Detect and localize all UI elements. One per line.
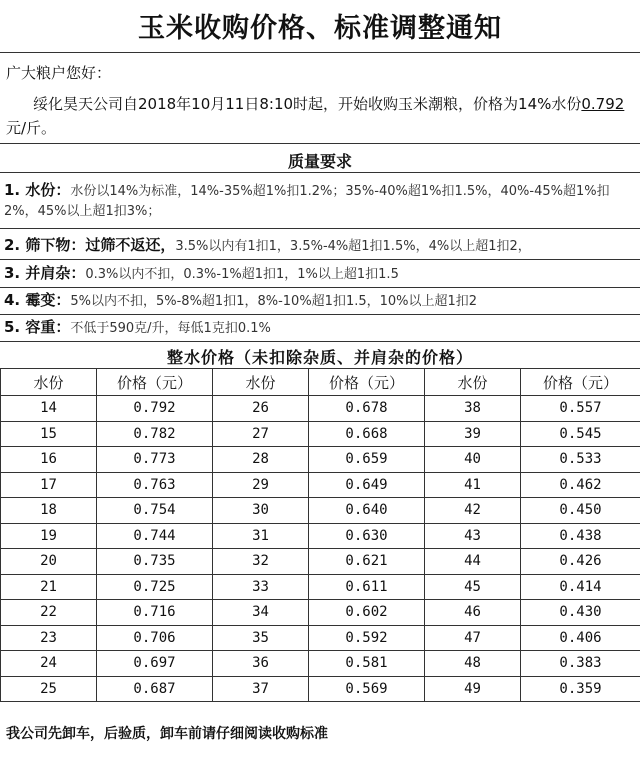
footer-note: 我公司先卸车，后验质，卸车前请仔细阅读收购标准 [6, 726, 328, 742]
moisture-cell: 41 [425, 472, 521, 498]
divider [0, 287, 640, 288]
table-row [1, 574, 640, 600]
moisture-cell: 45 [425, 574, 521, 600]
table-row [1, 523, 640, 549]
table-row [1, 676, 640, 702]
requirement-text: 水份以14%为标准，14%-35%超1%扣1.2%；35%-40%超1%扣1.5%，40%-45%超1%扣2%，45%以上超1扣3%； [4, 184, 610, 219]
table-title: 整水价格（未扣除杂质、并肩杂的价格） [166, 348, 473, 367]
table-row [1, 447, 640, 473]
moisture-cell: 23 [1, 625, 97, 651]
price-cell: 0.649 [309, 472, 425, 498]
moisture-cell: 21 [1, 574, 97, 600]
price-cell: 0.792 [97, 396, 213, 422]
table-header-row [1, 369, 640, 396]
table-row [1, 396, 640, 422]
price-cell: 0.763 [97, 472, 213, 498]
price-cell: 0.716 [97, 600, 213, 626]
moisture-cell: 25 [1, 676, 97, 702]
table-row [1, 549, 640, 575]
moisture-cell: 39 [425, 421, 521, 447]
moisture-cell: 29 [213, 472, 309, 498]
column-header: 价格（元） [309, 369, 425, 396]
price-cell: 0.450 [521, 498, 640, 524]
moisture-cell: 27 [213, 421, 309, 447]
moisture-cell: 36 [213, 651, 309, 677]
requirement-label: 3. 并肩杂： [4, 264, 86, 282]
price-cell: 0.581 [309, 651, 425, 677]
divider [0, 52, 640, 53]
moisture-cell: 34 [213, 600, 309, 626]
column-header: 价格（元） [97, 369, 213, 396]
divider [0, 172, 640, 173]
requirement-item [4, 263, 636, 285]
price-cell: 0.430 [521, 600, 640, 626]
column-header: 水份 [213, 369, 309, 396]
price-cell: 0.687 [97, 676, 213, 702]
requirement-text: 0.3%以内不扣，0.3%-1%超1扣1，1%以上超1扣1.5 [85, 267, 399, 282]
requirements-title: 质量要求 [287, 152, 352, 171]
moisture-cell: 16 [1, 447, 97, 473]
requirement-text: 5%以内不扣，5%-8%超1扣1，8%-10%超1扣1.5，10%以上超1扣2 [70, 294, 478, 309]
requirement-text: 3.5%以内有1扣1，3.5%-4%超1扣1.5%，4%以上超1扣2， [175, 239, 531, 254]
moisture-cell: 42 [425, 498, 521, 524]
price-cell: 0.438 [521, 523, 640, 549]
table-row [1, 600, 640, 626]
price-cell: 0.621 [309, 549, 425, 575]
price-cell: 0.782 [97, 421, 213, 447]
price-cell: 0.359 [521, 676, 640, 702]
intro-unit: 元/斤。 [6, 119, 57, 137]
price-cell: 0.426 [521, 549, 640, 575]
requirement-label: 5. 容重： [4, 318, 71, 336]
greeting: 广大粮户您好： [6, 64, 112, 82]
column-header: 水份 [1, 369, 97, 396]
price-cell: 0.697 [97, 651, 213, 677]
column-header: 水份 [425, 369, 521, 396]
price-cell: 0.678 [309, 396, 425, 422]
price-cell: 0.533 [521, 447, 640, 473]
price-cell: 0.744 [97, 523, 213, 549]
price-cell: 0.773 [97, 447, 213, 473]
table-row [1, 498, 640, 524]
moisture-cell: 28 [213, 447, 309, 473]
requirement-label: 2. 筛下物：过筛不返还， [4, 236, 176, 254]
moisture-cell: 17 [1, 472, 97, 498]
requirement-item [4, 235, 636, 257]
requirement-label: 4. 霉变： [4, 291, 71, 309]
moisture-cell: 30 [213, 498, 309, 524]
price-cell: 0.725 [97, 574, 213, 600]
moisture-cell: 33 [213, 574, 309, 600]
moisture-cell: 20 [1, 549, 97, 575]
requirement-item [4, 290, 636, 312]
moisture-cell: 37 [213, 676, 309, 702]
table-row [1, 421, 640, 447]
table-row [1, 625, 640, 651]
price-cell: 0.640 [309, 498, 425, 524]
price-cell: 0.602 [309, 600, 425, 626]
price-cell: 0.557 [521, 396, 640, 422]
intro-price: 0.792 [581, 95, 625, 113]
moisture-cell: 38 [425, 396, 521, 422]
table-row [1, 472, 640, 498]
divider [0, 143, 640, 144]
intro-text: 绥化昊天公司自2018年10月11日8:10时起，开始收购玉米潮粮，价格为14%水份 [33, 95, 582, 113]
moisture-cell: 32 [213, 549, 309, 575]
page-title: 玉米收购价格、标准调整通知 [138, 13, 502, 44]
requirement-item [4, 180, 636, 222]
requirement-item [4, 317, 636, 339]
column-header: 价格（元） [521, 369, 640, 396]
moisture-cell: 24 [1, 651, 97, 677]
price-cell: 0.659 [309, 447, 425, 473]
moisture-cell: 49 [425, 676, 521, 702]
requirement-text: 不低于590克/升，每低1克扣0.1% [70, 321, 271, 336]
price-cell: 0.592 [309, 625, 425, 651]
moisture-cell: 26 [213, 396, 309, 422]
moisture-cell: 19 [1, 523, 97, 549]
moisture-cell: 48 [425, 651, 521, 677]
price-cell: 0.545 [521, 421, 640, 447]
moisture-cell: 14 [1, 396, 97, 422]
moisture-cell: 44 [425, 549, 521, 575]
price-cell: 0.668 [309, 421, 425, 447]
price-cell: 0.383 [521, 651, 640, 677]
price-cell: 0.406 [521, 625, 640, 651]
moisture-cell: 46 [425, 600, 521, 626]
moisture-cell: 43 [425, 523, 521, 549]
table-row [1, 651, 640, 677]
moisture-cell: 15 [1, 421, 97, 447]
price-table [0, 368, 640, 702]
moisture-cell: 18 [1, 498, 97, 524]
price-cell: 0.735 [97, 549, 213, 575]
price-cell: 0.706 [97, 625, 213, 651]
moisture-cell: 40 [425, 447, 521, 473]
price-cell: 0.611 [309, 574, 425, 600]
moisture-cell: 47 [425, 625, 521, 651]
divider [0, 228, 640, 229]
divider [0, 259, 640, 260]
intro-paragraph [6, 92, 634, 140]
price-cell: 0.630 [309, 523, 425, 549]
price-cell: 0.462 [521, 472, 640, 498]
requirement-label: 1. 水份： [4, 181, 71, 199]
price-cell: 0.569 [309, 676, 425, 702]
divider [0, 314, 640, 315]
moisture-cell: 22 [1, 600, 97, 626]
price-cell: 0.414 [521, 574, 640, 600]
divider [0, 341, 640, 342]
moisture-cell: 35 [213, 625, 309, 651]
price-cell: 0.754 [97, 498, 213, 524]
moisture-cell: 31 [213, 523, 309, 549]
